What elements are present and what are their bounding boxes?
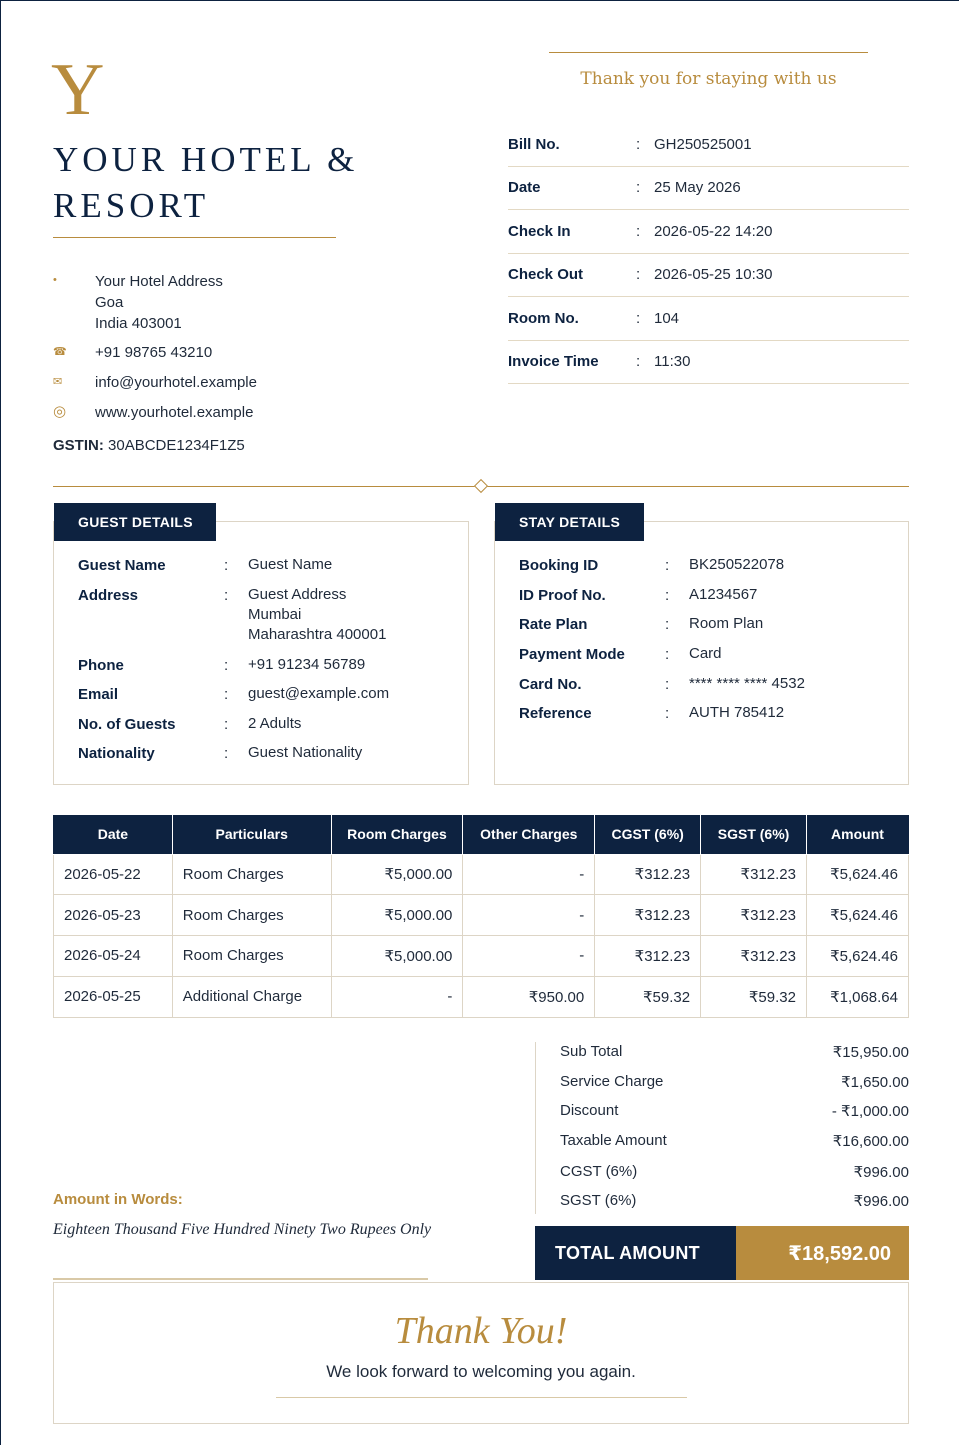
hotel-phone — [53, 342, 453, 363]
sep: : — [224, 716, 229, 733]
table-row — [54, 976, 909, 1017]
sep: : — [224, 745, 229, 762]
totals-label: Sub Total — [560, 1043, 623, 1060]
totals-row — [560, 1192, 909, 1210]
cell-date: 2026-05-24 — [54, 936, 173, 977]
cell-sgst: ₹312.23 — [701, 936, 807, 977]
total-amount-bar — [535, 1226, 909, 1280]
bill-value: 2026-05-25 10:30 — [654, 266, 773, 284]
cell-cgst: ₹312.23 — [595, 854, 701, 895]
cell-room-charges: - — [331, 976, 463, 1017]
totals-row — [560, 1043, 909, 1061]
gstin-value: 30ABCDE1234F1Z5 — [108, 437, 245, 454]
guest-name-label: Guest Name — [78, 557, 166, 574]
guest-address — [248, 585, 386, 645]
bill-label: Check Out — [508, 266, 584, 284]
address-line1: Your Hotel Address — [95, 273, 223, 290]
sep: : — [224, 686, 229, 703]
bill-sep: : — [636, 222, 641, 240]
table-header-row — [54, 815, 909, 854]
cell-cgst: ₹59.32 — [595, 976, 701, 1017]
cell-room-charges: ₹5,000.00 — [331, 854, 463, 895]
charges-table — [53, 815, 909, 1018]
column-header: SGST (6%) — [701, 815, 807, 854]
bill-value: 2026-05-22 14:20 — [654, 222, 773, 240]
stay-label: Booking ID — [519, 557, 599, 574]
stay-details-heading: STAY DETAILS — [495, 503, 644, 541]
column-header: Room Charges — [331, 815, 463, 854]
footer-rule — [276, 1397, 687, 1398]
totals-value: ₹996.00 — [853, 1193, 909, 1210]
table-row — [54, 854, 909, 895]
stay-value: AUTH 785412 — [689, 704, 785, 721]
cell-particulars: Additional Charge — [172, 976, 331, 1017]
totals-label: Taxable Amount — [560, 1132, 667, 1149]
words-rule — [53, 1278, 428, 1280]
guest-email: guest@example.com — [248, 685, 390, 702]
gstin — [53, 437, 245, 454]
hotel-name — [53, 137, 383, 229]
guest-phone-label: Phone — [78, 657, 124, 674]
sep: : — [665, 646, 670, 663]
bill-value: 104 — [654, 309, 680, 327]
stay-value: A1234567 — [689, 586, 758, 603]
bill-row — [508, 297, 909, 341]
totals-separator — [535, 1042, 536, 1214]
cell-sgst: ₹312.23 — [701, 895, 807, 936]
cell-cgst: ₹312.23 — [595, 895, 701, 936]
total-amount-value: ₹18,592.00 — [736, 1226, 909, 1280]
sep: : — [665, 616, 670, 633]
address-line2: Goa — [95, 294, 124, 311]
totals-row — [560, 1163, 909, 1181]
column-header: Particulars — [172, 815, 331, 854]
bill-row — [508, 341, 909, 385]
sep: : — [665, 705, 670, 722]
guest-nationality: Guest Nationality — [248, 744, 363, 761]
cell-date: 2026-05-23 — [54, 895, 173, 936]
footer-box — [53, 1282, 909, 1424]
bill-sep: : — [636, 266, 641, 284]
cell-date: 2026-05-25 — [54, 976, 173, 1017]
hotel-name-line1: YOUR HOTEL & — [53, 140, 359, 179]
cell-other-charges: - — [463, 895, 595, 936]
totals-value: ₹1,650.00 — [841, 1074, 909, 1091]
thank-rule — [549, 52, 868, 53]
bill-row — [508, 210, 909, 254]
bill-label: Room No. — [508, 309, 579, 327]
cell-sgst: ₹312.23 — [701, 854, 807, 895]
guest-name: Guest Name — [248, 556, 333, 573]
guest-nationality-label: Nationality — [78, 745, 155, 762]
bill-row — [508, 254, 909, 298]
sep: : — [224, 657, 229, 674]
bill-label: Bill No. — [508, 135, 560, 153]
stay-value: **** **** **** 4532 — [689, 675, 805, 692]
bill-label: Date — [508, 179, 541, 197]
totals-value: - ₹1,000.00 — [831, 1103, 909, 1120]
stay-label: Reference — [519, 705, 592, 722]
bill-sep: : — [636, 135, 641, 153]
totals-row — [560, 1073, 909, 1091]
footer-thank-you: Thank You! — [394, 1310, 568, 1352]
column-header: Date — [54, 815, 173, 854]
hotel-logo: Y — [51, 49, 105, 131]
thank-you-heading: Thank you for staying with us — [580, 69, 837, 89]
totals-row — [560, 1102, 909, 1120]
cell-particulars: Room Charges — [172, 895, 331, 936]
gstin-label: GSTIN: — [53, 437, 104, 454]
sep: : — [224, 557, 229, 574]
guest-phone: +91 91234 56789 — [248, 656, 366, 673]
bill-sep: : — [636, 353, 641, 371]
globe-icon: ◎ — [53, 403, 67, 420]
totals-value: ₹996.00 — [853, 1164, 909, 1181]
totals-row — [560, 1132, 909, 1150]
bill-value: 11:30 — [654, 353, 691, 371]
stay-value: Card — [689, 645, 722, 662]
cell-amount: ₹5,624.46 — [806, 936, 908, 977]
cell-other-charges: ₹950.00 — [463, 976, 595, 1017]
address-line3: India 403001 — [95, 315, 182, 332]
stay-label: Rate Plan — [519, 616, 588, 633]
totals-label: CGST (6%) — [560, 1163, 638, 1180]
cell-amount: ₹1,068.64 — [806, 976, 908, 1017]
amount-in-words: Eighteen Thousand Five Hundred Ninety Two Rupees Only — [53, 1221, 432, 1238]
totals-label: Service Charge — [560, 1073, 664, 1090]
bill-row — [508, 123, 909, 167]
hotel-name-line2: RESORT — [53, 186, 210, 225]
guest-address-line1: Guest Address — [248, 586, 347, 603]
guest-address-line2: Mumbai — [248, 606, 302, 623]
cell-room-charges: ₹5,000.00 — [331, 936, 463, 977]
bill-value: 25 May 2026 — [654, 179, 741, 197]
column-header: CGST (6%) — [595, 815, 701, 854]
guest-count: 2 Adults — [248, 715, 302, 732]
bill-row — [508, 167, 909, 211]
guest-count-label: No. of Guests — [78, 716, 176, 733]
location-dot-icon: • — [53, 274, 57, 286]
cell-other-charges: - — [463, 936, 595, 977]
totals-label: SGST (6%) — [560, 1192, 637, 1209]
stay-label: Card No. — [519, 676, 582, 693]
sep: : — [224, 587, 229, 604]
phone-icon: ☎ — [53, 346, 67, 358]
cell-date: 2026-05-22 — [54, 854, 173, 895]
hotel-address — [53, 271, 453, 334]
bill-sep: : — [636, 179, 641, 197]
total-amount-label: TOTAL AMOUNT — [535, 1226, 736, 1280]
totals-label: Discount — [560, 1102, 619, 1119]
diamond-ornament-icon — [474, 479, 488, 493]
amount-in-words-label: Amount in Words: — [53, 1191, 183, 1208]
envelope-icon: ✉ — [53, 376, 63, 388]
hotel-website — [53, 402, 453, 423]
cell-amount: ₹5,624.46 — [806, 895, 908, 936]
cell-other-charges: - — [463, 854, 595, 895]
guest-details-heading: GUEST DETAILS — [54, 503, 216, 541]
sep: : — [665, 557, 670, 574]
hotel-email — [53, 372, 453, 393]
table-row — [54, 895, 909, 936]
cell-particulars: Room Charges — [172, 854, 331, 895]
sep: : — [665, 676, 670, 693]
column-header: Other Charges — [463, 815, 595, 854]
guest-address-label: Address — [78, 587, 139, 604]
website-text: www.yourhotel.example — [95, 404, 254, 421]
email-text: info@yourhotel.example — [95, 374, 257, 391]
bill-info — [508, 123, 909, 384]
stay-value: Room Plan — [689, 615, 764, 632]
column-header: Amount — [806, 815, 908, 854]
totals-value: ₹16,600.00 — [832, 1133, 909, 1150]
stay-label: Payment Mode — [519, 646, 625, 663]
cell-cgst: ₹312.23 — [595, 936, 701, 977]
phone-text: +91 98765 43210 — [95, 344, 213, 361]
cell-sgst: ₹59.32 — [701, 976, 807, 1017]
header-rule — [53, 237, 336, 238]
stay-label: ID Proof No. — [519, 587, 606, 604]
table-row — [54, 936, 909, 977]
guest-address-line3: Maharashtra 400001 — [248, 626, 387, 643]
bill-label: Check In — [508, 222, 571, 240]
bill-label: Invoice Time — [508, 353, 599, 371]
cell-amount: ₹5,624.46 — [806, 854, 908, 895]
stay-value: BK250522078 — [689, 556, 785, 573]
guest-email-label: Email — [78, 686, 119, 703]
bill-value: GH250525001 — [654, 135, 752, 153]
footer-message: We look forward to welcoming you again. — [326, 1362, 636, 1381]
cell-particulars: Room Charges — [172, 936, 331, 977]
sep: : — [665, 587, 670, 604]
bill-sep: : — [636, 309, 641, 327]
totals-value: ₹15,950.00 — [832, 1044, 909, 1061]
cell-room-charges: ₹5,000.00 — [331, 895, 463, 936]
